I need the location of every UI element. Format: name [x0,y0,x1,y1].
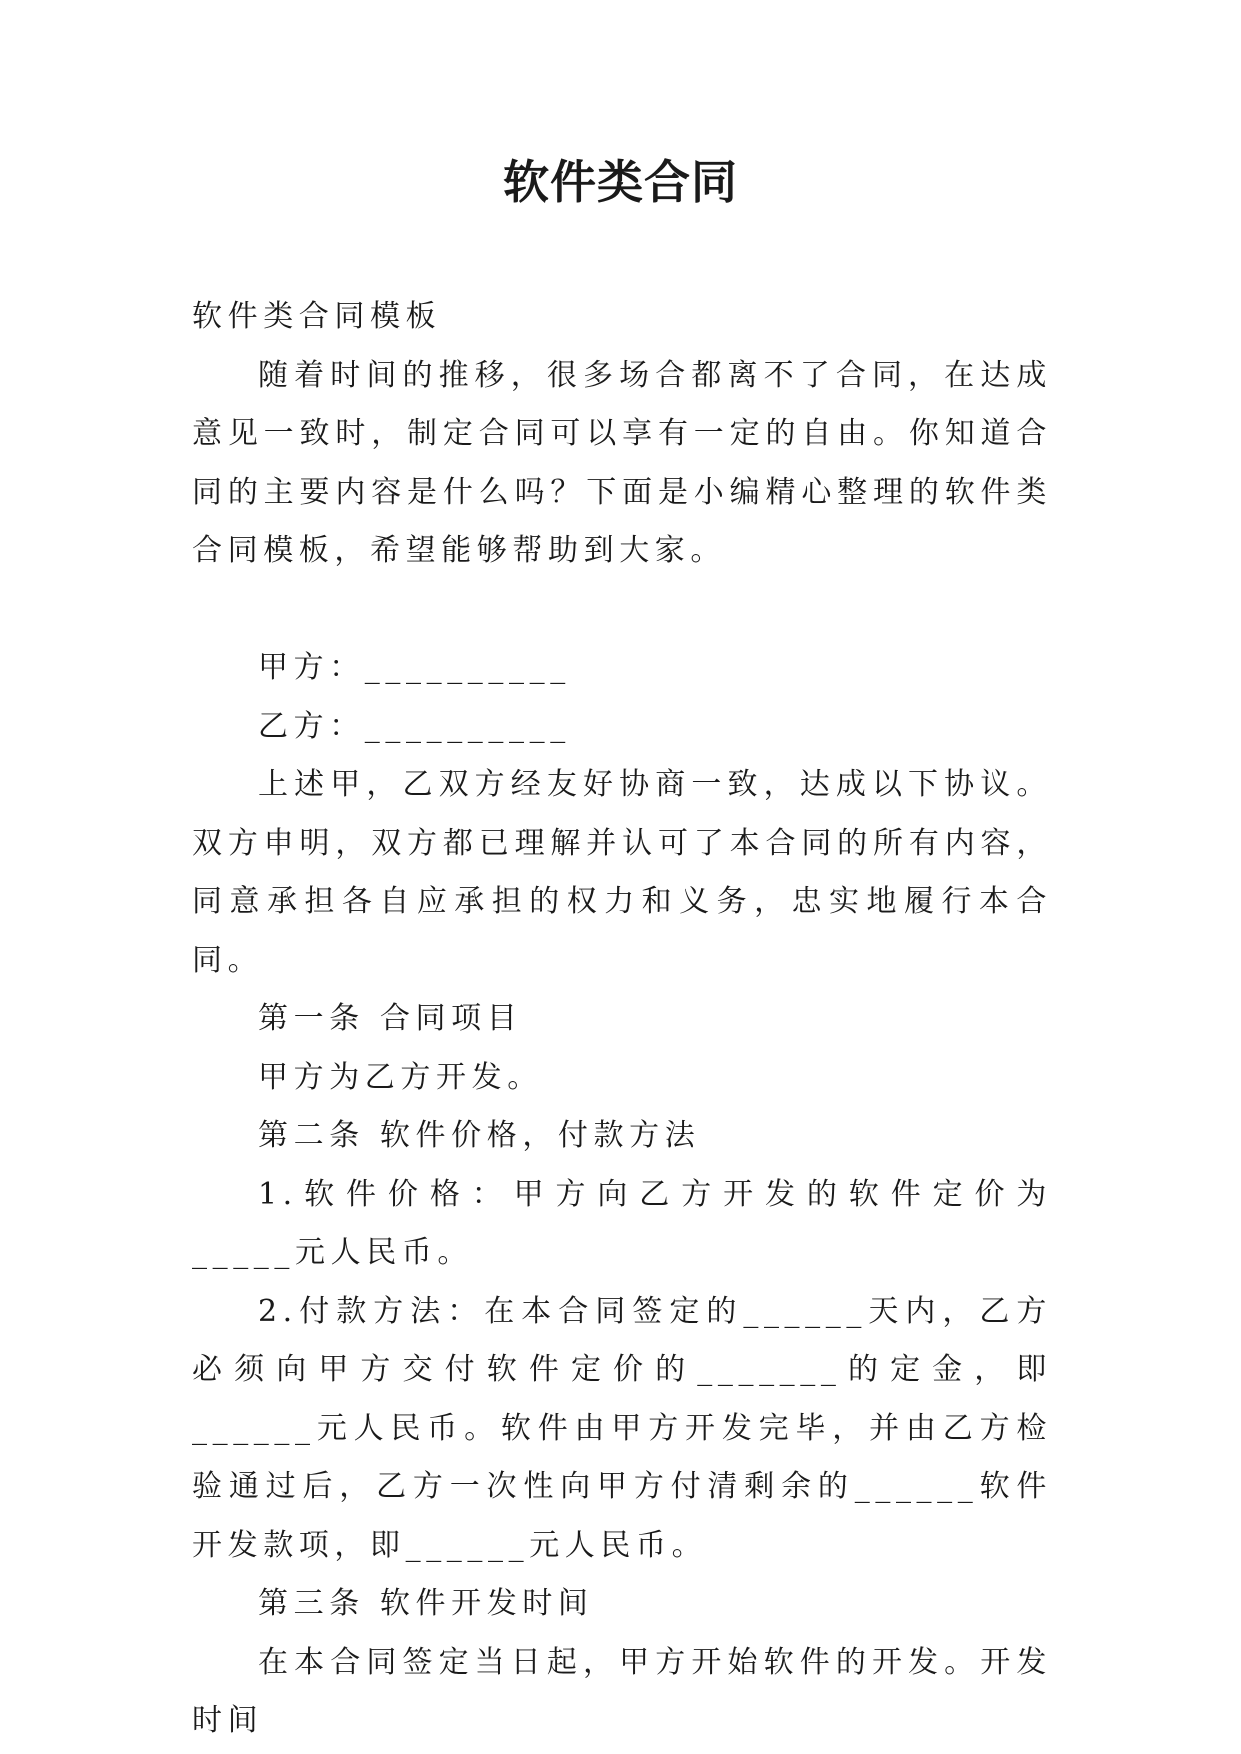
paragraph-gap [192,581,1052,640]
article-3-heading: 第三条 软件开发时间 [258,1586,594,1621]
document-title: 软件类合同 [503,155,738,209]
article-1-heading: 第一条 合同项目 [258,1001,523,1036]
article-1-text: 甲方为乙方开发。 [258,1059,543,1095]
subtitle-paragraph: 软件类合同模板 [192,299,442,334]
document-body [192,288,1052,1751]
party-b-line: 乙方：__________ [258,708,571,744]
article-2-payment-clause: 2.付款方法：在本合同签定的______天内，乙方必须向甲方交付软件定价的_______的定金，即______元人民币。软件由甲方开发完毕，并由乙方检验通过后，乙方一次性向甲方付清剩余的______软件开发款项，即______元人民币。 [192,1293,1052,1563]
article-2-price-clause: 1.软件价格：甲方向乙方开发的软件定价为 _____元人民币。 [192,1176,1052,1270]
intro-paragraph: 随着时间的推移，很多场合都离不了合同，在达成意见一致时，制定合同可以享有一定的自由。你知道合同的主要内容是什么吗？下面是小编精心整理的软件类合同模板，希望能够帮助到大家。 [192,357,1052,568]
article-2-heading: 第二条 软件价格，付款方法 [258,1118,701,1153]
article-3-text: 在本合同签定当日起，甲方开始软件的开发。开发时间 [192,1644,1052,1738]
agreement-paragraph: 上述甲，乙双方经友好协商一致，达成以下协议。双方申明，双方都已理解并认可了本合同的所有内容，同意承担各自应承担的权力和义务，忠实地履行本合同。 [192,767,1052,978]
party-a-line: 甲方：__________ [258,650,571,685]
